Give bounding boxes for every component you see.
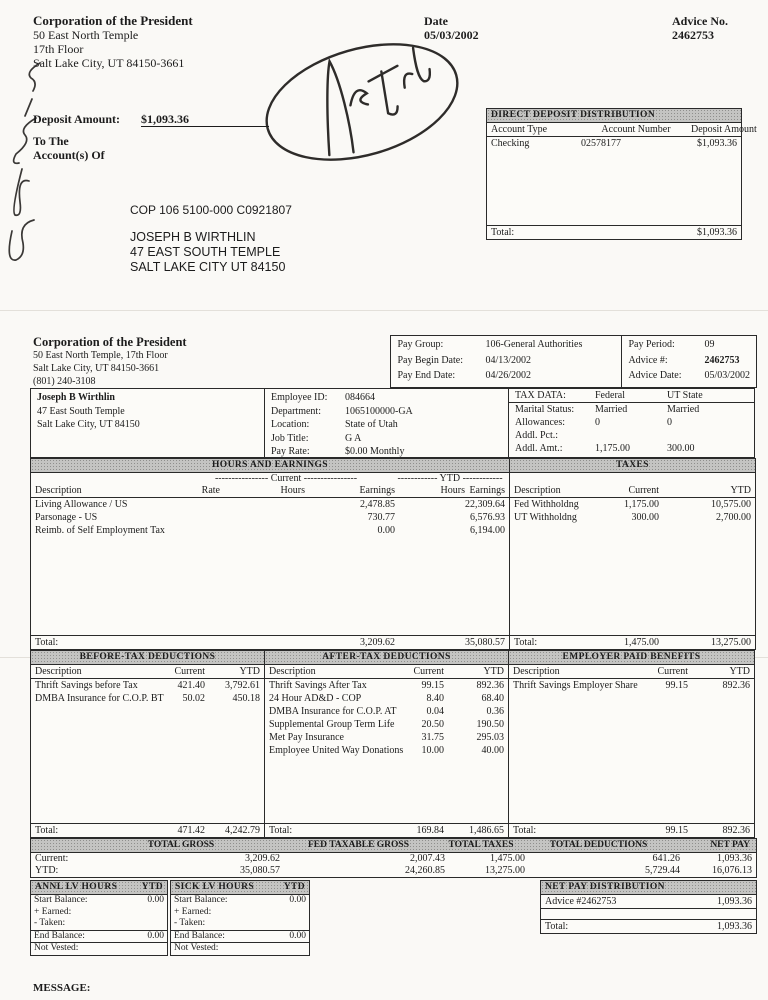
net-pay-current: 1,093.36 <box>717 853 752 864</box>
tax-col-state: UT State <box>667 390 703 401</box>
earnings-row <box>31 511 509 524</box>
col-current-hours: Hours <box>280 485 305 496</box>
pay-begin-label: Pay Begin Date: <box>397 354 463 366</box>
deposit-amount-value: $1,093.36 <box>141 112 269 127</box>
net-pay-distribution-box <box>540 880 757 934</box>
earnings-current: 2,478.85 <box>360 499 395 510</box>
margin-handwriting-mark <box>0 55 52 295</box>
recipient-address-block <box>130 230 285 275</box>
after-tax-deductions-box <box>264 650 509 838</box>
advice-no-label: Advice No. <box>672 14 728 28</box>
deduction-desc: Supplemental Group Term Life <box>269 719 395 730</box>
col-description: Description <box>269 666 316 677</box>
deduction-row <box>265 731 508 744</box>
total-current: 99.15 <box>665 825 688 836</box>
deduction-ytd: 190.50 <box>476 719 504 730</box>
payer-address-line: 50 East North Temple <box>33 28 139 42</box>
deduction-row <box>31 692 264 705</box>
benefit-ytd: 892.36 <box>722 680 750 691</box>
tax-current: 1,175.00 <box>624 499 659 510</box>
earnings-row <box>31 498 509 511</box>
direct-deposit-row <box>487 137 741 150</box>
deduction-ytd: 450.18 <box>232 693 260 704</box>
leave-value: 0.00 <box>289 930 306 941</box>
col-deposit-amount: Deposit Amount <box>691 124 757 135</box>
leave-row <box>171 907 309 919</box>
fed-taxable-gross-current: 2,007.43 <box>410 853 445 864</box>
employee-row <box>30 388 757 458</box>
tax-current: 300.00 <box>631 512 659 523</box>
leave-row <box>171 895 309 907</box>
deductions-row <box>30 650 757 838</box>
before-tax-header-row <box>31 665 264 679</box>
employer-paid-title: EMPLOYER PAID BENEFITS <box>509 651 754 665</box>
tax-row-federal: 1,175.00 <box>595 443 630 454</box>
deduction-row <box>265 744 508 757</box>
net-pay-total-row <box>541 919 756 933</box>
total-current: 1,475.00 <box>624 637 659 648</box>
leave-row <box>31 930 167 943</box>
advice-no-block <box>672 14 728 42</box>
total-value: $1,093.36 <box>697 227 737 238</box>
total-label: Total: <box>491 227 515 238</box>
pay-info-right <box>621 336 756 387</box>
tax-row-label: Allowances: <box>515 417 565 428</box>
job-title-label: Job Title: <box>271 432 309 444</box>
advice-date-value: 05/03/2002 <box>704 370 750 382</box>
col-ytd: YTD <box>729 666 750 677</box>
stub-address-line: 50 East North Temple, 17th Floor <box>33 350 168 361</box>
benefit-desc: Thrift Savings Employer Share <box>513 680 638 691</box>
total-label: Total: <box>269 825 293 836</box>
summary-ytd-row <box>31 865 756 877</box>
net-pay-ytd: 16,076.13 <box>712 865 752 876</box>
deduction-desc: Met Pay Insurance <box>269 732 344 743</box>
taxes-title: TAXES <box>510 459 755 473</box>
after-tax-total-row <box>265 823 508 837</box>
tax-ytd: 10,575.00 <box>711 499 751 510</box>
message-label: MESSAGE: <box>33 982 91 994</box>
leave-value <box>116 943 164 955</box>
earnings-row <box>31 524 509 537</box>
leave-value: 0.00 <box>289 895 306 905</box>
deduction-desc: Thrift Savings After Tax <box>269 680 367 691</box>
pay-period-value: 09 <box>704 339 715 350</box>
pay-info-left <box>391 336 621 387</box>
payer-address-block <box>33 14 193 70</box>
advice-number-value: 2462753 <box>704 354 740 366</box>
leave-row <box>31 942 167 955</box>
direct-deposit-title: DIRECT DEPOSIT DISTRIBUTION <box>487 109 741 123</box>
account-type: Checking <box>491 138 530 149</box>
employee-id-value: 084664 <box>345 392 375 403</box>
deduction-desc: Thrift Savings before Tax <box>35 680 138 691</box>
accounts-of-label: Account(s) Of <box>33 148 105 162</box>
job-title-value: G A <box>345 432 362 444</box>
taxes-header-row <box>510 484 755 498</box>
tax-data-title: TAX DATA: <box>515 390 566 401</box>
before-tax-title: BEFORE-TAX DEDUCTIONS <box>31 651 264 665</box>
total-ytd: 892.36 <box>722 825 750 836</box>
col-current: Current <box>413 666 444 677</box>
taxes-total-row <box>510 635 755 649</box>
date-value: 05/03/2002 <box>424 28 479 42</box>
leave-value <box>116 907 164 919</box>
employer-paid-total-row <box>509 823 754 837</box>
earnings-ytd: 6,194.00 <box>470 525 505 536</box>
deduction-current: 50.02 <box>182 693 205 704</box>
pay-begin-value: 04/13/2002 <box>485 354 531 366</box>
leave-label: - Taken: <box>174 918 206 928</box>
leave-value <box>258 907 306 919</box>
deposit-amount-line <box>33 112 269 127</box>
employee-address-line: Salt Lake City, UT 84150 <box>37 419 140 430</box>
leave-value: 0.00 <box>147 895 164 905</box>
deduction-desc: Employee United Way Donations <box>269 745 404 756</box>
payer-address-line: 17th Floor <box>33 42 84 56</box>
total-label: Total: <box>35 825 59 836</box>
pay-rate-value: $0.00 Monthly <box>345 446 405 457</box>
earnings-desc: Reimb. of Self Employment Tax <box>35 525 165 536</box>
employee-address-line: 47 East South Temple <box>37 405 125 417</box>
advice-reference: Advice #2462753 <box>545 896 617 907</box>
leave-label: Not Vested: <box>174 943 219 953</box>
col-description: Description <box>514 485 561 496</box>
deduction-current: 421.40 <box>177 680 205 691</box>
tax-data-row <box>509 429 754 442</box>
tax-desc: UT Withholdng <box>514 512 577 523</box>
benefit-current: 99.15 <box>665 680 688 691</box>
recipient-address-line: 47 EAST SOUTH TEMPLE <box>130 245 281 259</box>
col-current: Current <box>657 666 688 677</box>
col-total-taxes: TOTAL TAXES <box>448 840 514 850</box>
benefit-row <box>509 679 754 692</box>
recipient-name: JOSEPH B WIRTHLIN <box>130 230 256 244</box>
col-ytd-hours: Hours <box>440 485 465 496</box>
deduction-desc: 24 Hour AD&D - COP <box>269 693 362 704</box>
to-the-label: To The <box>33 134 69 148</box>
earnings-ytd: 6,576.93 <box>470 512 505 523</box>
stub-address-line: Salt Lake City, UT 84150-3661 <box>33 363 160 374</box>
direct-deposit-box <box>486 108 757 240</box>
total-gross-ytd: 35,080.57 <box>240 865 280 876</box>
stub-phone: (801) 240-3108 <box>33 376 96 387</box>
tax-data-row <box>509 416 754 429</box>
col-ytd-earnings: Earnings <box>469 485 505 496</box>
deduction-row <box>31 679 264 692</box>
pay-period-label: Pay Period: <box>628 339 675 350</box>
cop-account-line: COP 106 5100-000 C0921807 <box>130 203 292 217</box>
pay-rate-label: Pay Rate: <box>271 446 310 457</box>
tax-row-federal <box>595 429 667 442</box>
total-label: Total: <box>35 637 59 648</box>
hours-earnings-header-row <box>31 484 509 498</box>
tax-row-label: Addl. Amt.: <box>515 443 563 454</box>
employee-address-box <box>30 388 265 458</box>
pay-stub <box>30 335 757 958</box>
taxes-box <box>509 458 756 650</box>
net-pay-advice-row <box>541 895 756 909</box>
tax-row <box>510 498 755 511</box>
deduction-current: 20.50 <box>421 719 444 730</box>
summary-band <box>30 838 757 878</box>
stub-header-row <box>30 335 757 388</box>
total-deductions-current: 641.26 <box>652 853 680 864</box>
direct-deposit-total-row <box>487 225 741 239</box>
total-value: 1,093.36 <box>717 921 752 932</box>
total-gross-current: 3,209.62 <box>245 853 280 864</box>
pay-end-value: 04/26/2002 <box>485 370 531 382</box>
col-net-pay: NET PAY <box>710 840 750 850</box>
department-label: Department: <box>271 405 321 417</box>
total-current: 3,209.62 <box>360 637 395 648</box>
leave-label: End Balance: <box>34 930 85 941</box>
leave-label: End Balance: <box>174 930 225 941</box>
deposit-amount-label: Deposit Amount: <box>33 112 121 126</box>
leave-label: + Earned: <box>34 906 72 917</box>
tax-data-box <box>508 388 755 458</box>
earnings-desc: Parsonage - US <box>35 512 98 523</box>
fed-taxable-gross-ytd: 24,260.85 <box>405 865 445 876</box>
total-label: Total: <box>545 921 569 932</box>
col-ytd: YTD <box>730 485 751 496</box>
employee-id-label: Employee ID: <box>271 392 328 403</box>
tax-row-state: 300.00 <box>667 443 695 454</box>
location-label: Location: <box>271 419 310 430</box>
total-ytd: 35,080.57 <box>465 637 505 648</box>
before-tax-deductions-box <box>30 650 265 838</box>
advice-no-value: 2462753 <box>672 28 714 42</box>
deduction-desc: DMBA Insurance for C.O.P. AT <box>269 706 397 717</box>
ytd-group-label: ------------ YTD ------------ <box>397 473 503 484</box>
deduction-ytd: 892.36 <box>476 680 504 691</box>
earnings-taxes-row <box>30 458 757 650</box>
deduction-current: 0.04 <box>426 706 444 717</box>
deduction-row <box>265 692 508 705</box>
deduction-current: 8.40 <box>426 693 444 704</box>
payer-company-name: Corporation of the President <box>33 13 193 28</box>
col-account-number: Account Number <box>601 124 671 135</box>
col-rate: Rate <box>201 485 220 496</box>
col-description: Description <box>35 485 82 496</box>
sick-leave-ytd-label: YTD <box>283 882 305 892</box>
col-account-type: Account Type <box>491 124 548 135</box>
stub-company-block <box>30 335 390 388</box>
sick-leave-title: SICK LV HOURS <box>175 882 255 892</box>
current-group-label: ---------------- Current ---------------- <box>214 473 358 484</box>
posted-handwriting-mark <box>252 22 472 187</box>
total-taxes-ytd: 13,275.00 <box>485 865 525 876</box>
deposit-amount: $1,093.36 <box>697 138 737 149</box>
paper-crease <box>0 310 768 311</box>
leave-label: Not Vested: <box>34 943 79 953</box>
net-pay-distribution-title: NET PAY DISTRIBUTION <box>541 881 756 895</box>
after-tax-header-row <box>265 665 508 679</box>
tax-row-state: Married <box>667 404 700 415</box>
deduction-ytd: 40.00 <box>481 745 504 756</box>
tax-row-label: Marital Status: <box>515 404 575 415</box>
deduction-ytd: 295.03 <box>476 732 504 743</box>
tax-data-row <box>509 442 754 455</box>
total-ytd: 13,275.00 <box>711 637 751 648</box>
annual-leave-box <box>30 880 168 956</box>
deduction-ytd: 68.40 <box>481 693 504 704</box>
tax-row-state: 0 <box>667 417 672 428</box>
summary-current-row <box>31 853 756 865</box>
sick-leave-header <box>171 881 309 895</box>
earnings-current: 0.00 <box>377 525 395 536</box>
hours-earnings-groups <box>31 473 509 484</box>
total-label: Total: <box>513 825 537 836</box>
leave-row <box>31 895 167 907</box>
deduction-row <box>265 705 508 718</box>
hours-earnings-box <box>30 458 510 650</box>
payer-address-line: Salt Lake City, UT 84150-3661 <box>33 56 185 70</box>
stub-company-name: Corporation of the President <box>33 335 187 349</box>
location-value: State of Utah <box>345 419 398 430</box>
total-deductions-ytd: 5,729.44 <box>645 865 680 876</box>
tax-col-federal: Federal <box>595 390 625 401</box>
leave-label: Start Balance: <box>174 895 228 905</box>
deduction-ytd: 0.36 <box>486 706 504 717</box>
annual-leave-header <box>31 881 167 895</box>
annual-leave-title: ANNL LV HOURS <box>35 882 118 892</box>
col-fed-taxable-gross: FED TAXABLE GROSS <box>307 840 409 850</box>
total-taxes-current: 1,475.00 <box>490 853 525 864</box>
advice-number-label: Advice #: <box>628 354 668 366</box>
leave-value <box>116 918 164 930</box>
leave-row <box>31 918 167 930</box>
tax-row-federal: 0 <box>595 417 600 428</box>
tax-data-row <box>509 403 754 416</box>
leave-row <box>171 918 309 930</box>
deduction-current: 31.75 <box>421 732 444 743</box>
annual-leave-ytd-label: YTD <box>141 882 163 892</box>
sick-leave-box <box>170 880 310 956</box>
leave-row <box>171 942 309 955</box>
deduction-current: 10.00 <box>421 745 444 756</box>
col-total-gross: TOTAL GROSS <box>147 840 215 850</box>
tax-row-state <box>667 429 748 442</box>
leave-row <box>31 907 167 919</box>
date-label: Date <box>424 14 448 28</box>
leave-row <box>171 930 309 943</box>
col-current-earnings: Earnings <box>359 485 395 496</box>
col-current: Current <box>174 666 205 677</box>
before-tax-total-row <box>31 823 264 837</box>
earnings-current: 730.77 <box>367 512 395 523</box>
tax-row <box>510 511 755 524</box>
leave-value: 0.00 <box>147 930 164 941</box>
col-description: Description <box>35 666 82 677</box>
pay-info-box <box>390 335 757 388</box>
leave-label: + Earned: <box>174 906 212 917</box>
employee-name: Joseph B Wirthlin <box>37 392 115 403</box>
tax-desc: Fed Withholdng <box>514 499 579 510</box>
summary-header-row <box>31 839 756 853</box>
deduction-current: 99.15 <box>421 680 444 691</box>
deduction-row <box>265 718 508 731</box>
col-total-deductions: TOTAL DEDUCTIONS <box>549 840 648 850</box>
recipient-address-line: SALT LAKE CITY UT 84150 <box>130 260 286 274</box>
pay-end-label: Pay End Date: <box>397 370 456 382</box>
total-current: 471.42 <box>177 825 205 836</box>
earnings-desc: Living Allowance / US <box>35 499 128 510</box>
total-label: Total: <box>514 637 538 648</box>
employer-paid-benefits-box <box>508 650 755 838</box>
deduction-desc: DMBA Insurance for C.O.P. BT <box>35 693 164 704</box>
account-number: 02578177 <box>581 138 621 149</box>
pay-group-label: Pay Group: <box>397 339 444 350</box>
tax-row-federal: Married <box>595 404 628 415</box>
advice-amount: 1,093.36 <box>717 896 752 907</box>
total-ytd: 1,486.65 <box>469 825 504 836</box>
ytd-label: YTD: <box>35 865 59 876</box>
tax-row-label: Addl. Pct.: <box>515 430 559 441</box>
after-tax-title: AFTER-TAX DEDUCTIONS <box>265 651 508 665</box>
total-ytd: 4,242.79 <box>225 825 260 836</box>
col-ytd: YTD <box>239 666 260 677</box>
leave-value <box>258 943 306 955</box>
earnings-ytd: 22,309.64 <box>465 499 505 510</box>
tax-data-header <box>509 389 754 403</box>
stub-bottom-row <box>30 880 757 958</box>
total-current: 169.84 <box>416 825 444 836</box>
pay-group-value: 106-General Authorities <box>485 339 583 350</box>
employer-paid-header-row <box>509 665 754 679</box>
col-current: Current <box>628 485 659 496</box>
deduction-ytd: 3,792.61 <box>225 680 260 691</box>
hours-earnings-title: HOURS AND EARNINGS <box>31 459 509 473</box>
employee-detail-box <box>264 388 509 458</box>
advice-date-label: Advice Date: <box>628 370 682 382</box>
hours-earnings-total-row <box>31 635 509 649</box>
direct-deposit-header-row <box>487 123 757 137</box>
to-the-block <box>33 134 105 162</box>
leave-label: - Taken: <box>34 918 66 928</box>
department-value: 1065100000-GA <box>345 405 413 417</box>
leave-label: Start Balance: <box>34 895 88 905</box>
tax-ytd: 2,700.00 <box>716 512 751 523</box>
leave-value <box>258 918 306 930</box>
current-label: Current: <box>35 853 69 864</box>
col-description: Description <box>513 666 560 677</box>
col-ytd: YTD <box>483 666 504 677</box>
deduction-row <box>265 679 508 692</box>
